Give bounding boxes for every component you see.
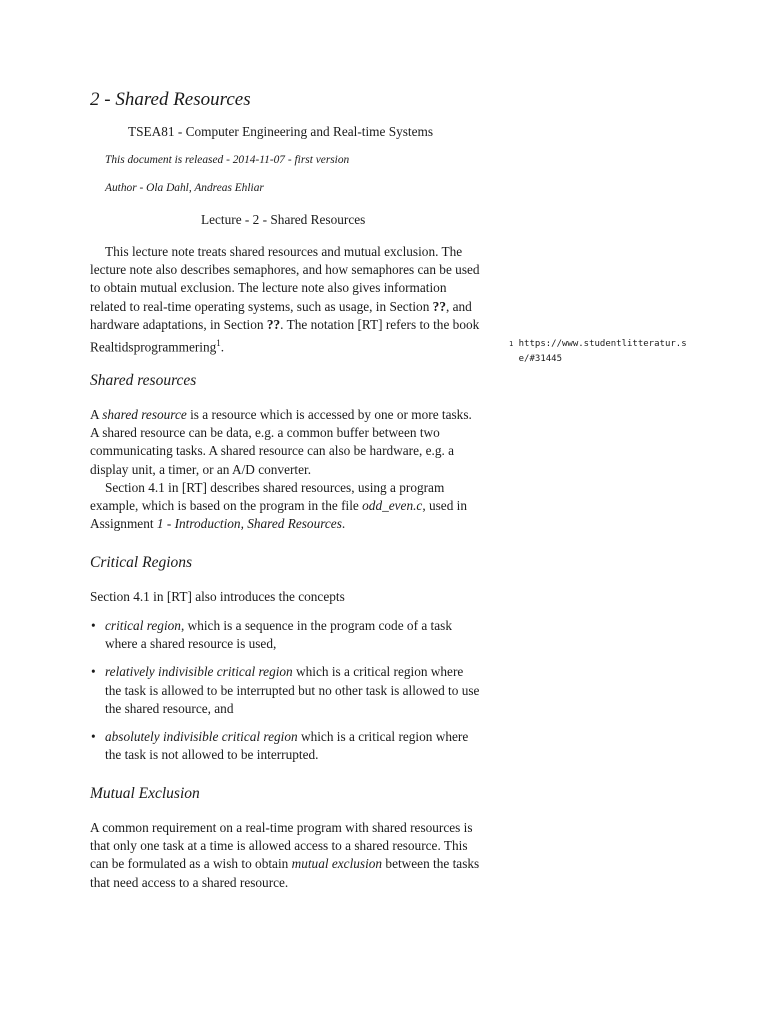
shared-resources-paragraph: A shared resource is a resource which is accessed by one or more tasks. A shared resource can be data, e.g. a common buffer between two communicating tasks. A shared resource can also be hardware, e.g. a display unit, a timer, or an A/D converter.: [90, 407, 472, 477]
mutual-exclusion-paragraph: A common requirement on a real-time program with shared resources is that only one task at a time is allowed access to a shared resource. This can be formulated as a wish to obtain mutual exclusion between the tasks that need access to a shared resource.: [90, 820, 480, 890]
critical-regions-list: [90, 617, 482, 774]
document-title: 2 - Shared Resources: [90, 89, 251, 110]
intro-paragraph: This lecture note treats shared resources and mutual exclusion. The lecture note also describes semaphores, and how semaphores can be used to obtain mutual exclusion. The lecture note also gives information related to real-time operating systems, such as usage, in Section ??, and hardware adaptations, in Section ??. The notation [RT] refers to the book Realtidsprogrammering$^1$.: [90, 244, 480, 355]
section-ref: ??: [432, 298, 446, 314]
list-item: • critical region, which is a sequence in the program code of a task where a shared resource is used,: [91, 618, 452, 652]
bullet-icon: •: [91, 664, 96, 680]
course-name: TSEA81 - Computer Engineering and Real-time Systems: [128, 124, 434, 139]
author-line: Author - Ola Dahl, Andreas Ehliar: [105, 182, 264, 194]
list-item: • absolutely indivisible critical region which is a critical region where the task is not allowed to be interrupted.: [91, 729, 469, 763]
bullet-icon: •: [91, 729, 96, 745]
shared-resources-example-paragraph: Section 4.1 in [RT] describes shared resources, using a program example, which is based on the program in the file odd_even.c, used in Assignment 1 - Introduction, Shared Resources.: [90, 480, 468, 532]
sidenote-url: https://www.studentlitteratur.se/#31445: [518, 339, 687, 364]
section-heading-critical-regions: Critical Regions: [90, 554, 193, 571]
lecture-title: Lecture - 2 - Shared Resources: [201, 212, 366, 227]
list-item: • relatively indivisible critical region which is a critical region where the task is allowed to be interrupted but no other task is allowed to use the shared resource, and: [91, 664, 480, 716]
section-heading-shared-resources: Shared resources: [90, 372, 197, 389]
section-heading-mutual-exclusion: Mutual Exclusion: [90, 785, 200, 802]
sidenote: [509, 337, 709, 366]
critical-regions-intro: Section 4.1 in [RT] also introduces the concepts: [90, 589, 345, 604]
release-note: This document is released - 2014-11-07 - first version: [105, 154, 350, 166]
sidenote-mark: 1: [509, 340, 514, 348]
footnote-mark: 1: [216, 338, 221, 349]
bullet-icon: •: [91, 618, 96, 633]
section-ref: ??: [266, 316, 281, 332]
